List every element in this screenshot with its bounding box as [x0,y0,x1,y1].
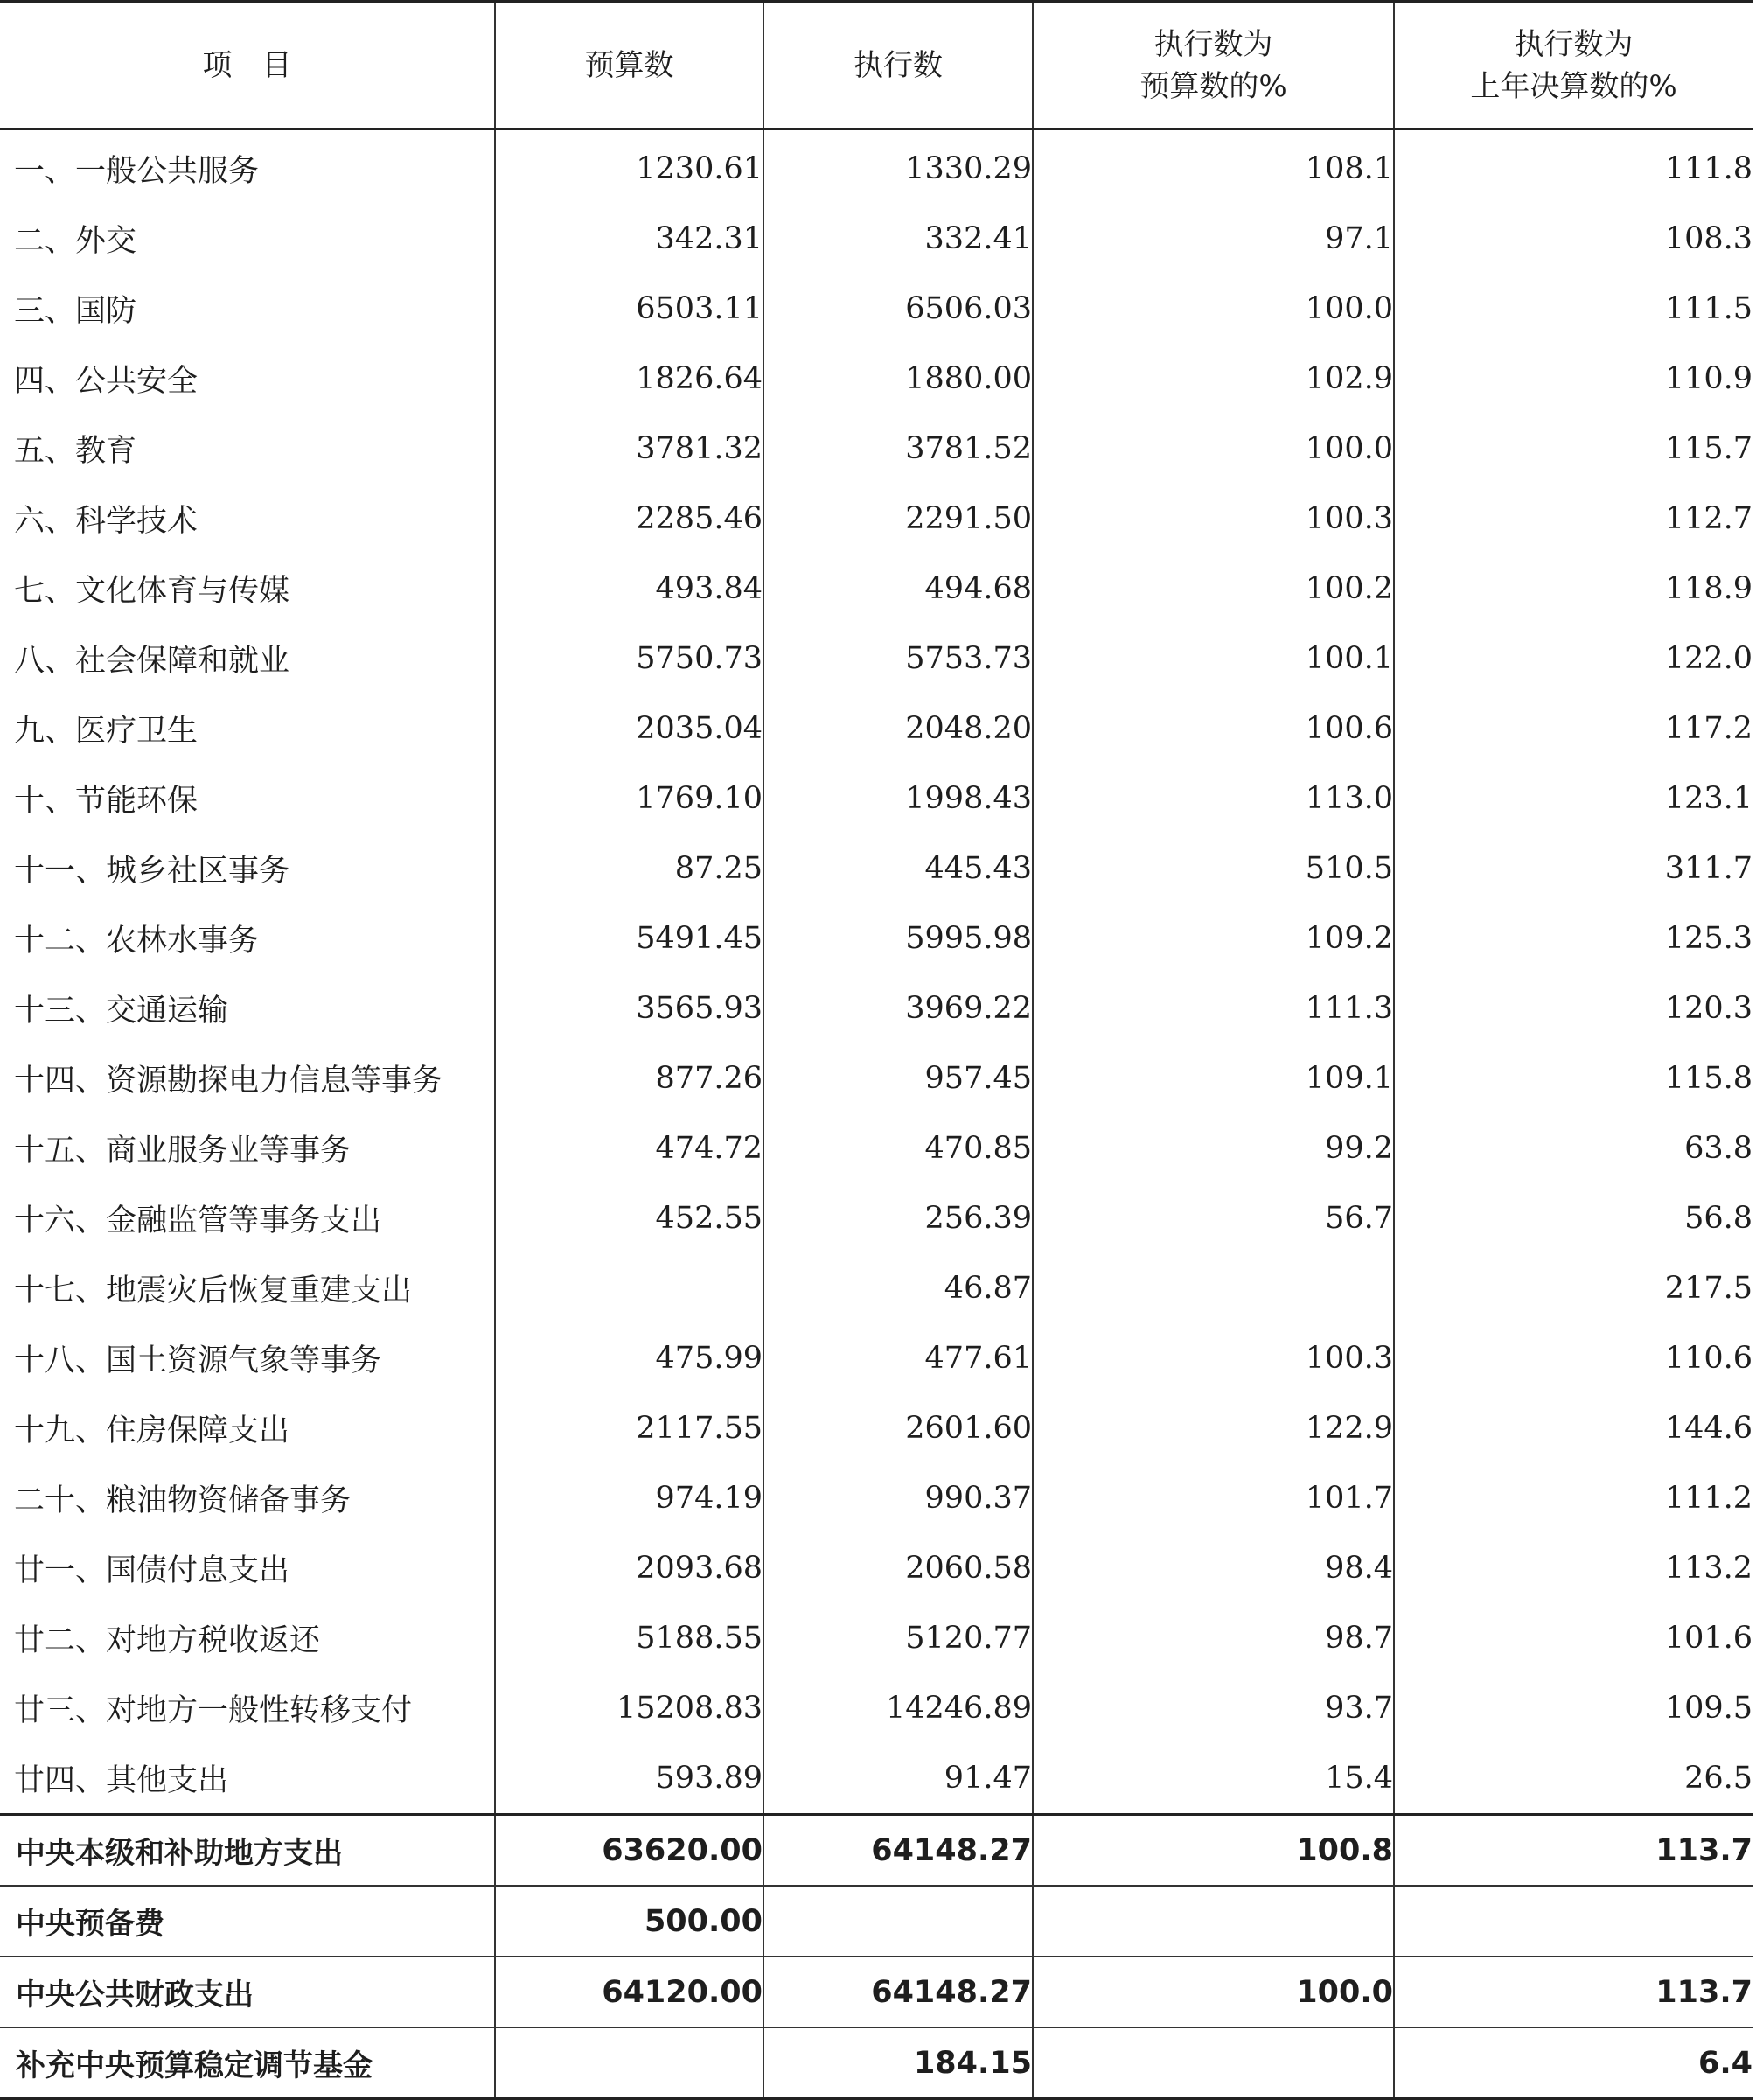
cell-budget [495,1253,763,1323]
cell-budget: 64120.00 [495,1957,763,2027]
cell-pct-budget: 56.7 [1033,1183,1394,1253]
cell-pct-budget: 113.0 [1033,764,1394,834]
summary-row [0,2027,1753,2099]
cell-pct-budget: 109.2 [1033,903,1394,973]
cell-pct-budget: 98.4 [1033,1533,1394,1603]
cell-item: 二十、粮油物资储备事务 [14,1483,352,1518]
cell-pct-budget: 100.0 [1033,274,1394,344]
cell-actual: 990.37 [763,1463,1033,1533]
cell-actual: 64148.27 [763,1815,1033,1887]
table-row [0,204,1753,274]
cell-pct-budget: 100.1 [1033,624,1394,694]
cell-budget: 87.25 [495,834,763,903]
cell-item: 十五、商业服务业等事务 [14,1134,352,1169]
cell-item: 廿三、对地方一般性转移支付 [14,1693,413,1728]
cell-pct-budget: 101.7 [1033,1463,1394,1533]
cell-item: 一、一般公共服务 [14,154,260,189]
cell-pct-budget: 15.4 [1033,1743,1394,1815]
header-pct-lastyear-line2: 上年决算数的% [1470,68,1677,104]
cell-pct-budget: 100.0 [1033,1957,1394,2027]
table-row [0,1463,1753,1533]
cell-budget: 475.99 [495,1323,763,1393]
table-row [0,1673,1753,1743]
cell-pct-lastyear: 110.6 [1394,1323,1753,1393]
cell-pct-lastyear: 125.3 [1394,903,1753,973]
cell-actual: 332.41 [763,204,1033,274]
cell-pct-budget: 109.1 [1033,1043,1394,1113]
cell-pct-lastyear: 108.3 [1394,204,1753,274]
cell-actual: 3781.52 [763,414,1033,484]
header-pct-budget [1033,2,1394,129]
cell-budget: 15208.83 [495,1673,763,1743]
cell-actual: 477.61 [763,1323,1033,1393]
table-row [0,414,1753,484]
cell-budget: 2093.68 [495,1533,763,1603]
cell-actual: 470.85 [763,1113,1033,1183]
cell-pct-lastyear: 112.7 [1394,484,1753,554]
cell-actual: 91.47 [763,1743,1033,1815]
cell-budget: 877.26 [495,1043,763,1113]
cell-item: 三、国防 [14,294,137,329]
summary-row [0,1886,1753,1957]
cell-budget [495,2027,763,2099]
cell-pct-lastyear: 63.8 [1394,1113,1753,1183]
cell-item: 十二、农林水事务 [14,924,260,959]
table-body [0,129,1753,2099]
cell-pct-lastyear: 113.7 [1394,1815,1753,1887]
table-row [0,1603,1753,1673]
cell-item: 八、社会保障和就业 [14,644,290,679]
cell-item: 中央公共财政支出 [0,1957,495,2027]
cell-budget: 593.89 [495,1743,763,1815]
summary-row [0,1957,1753,2027]
cell-budget: 5188.55 [495,1603,763,1673]
cell-item: 十一、城乡社区事务 [14,854,290,889]
cell-budget: 3565.93 [495,973,763,1043]
cell-budget: 2035.04 [495,694,763,764]
cell-budget: 2285.46 [495,484,763,554]
table-row [0,1183,1753,1253]
cell-item: 十六、金融监管等事务支出 [14,1203,382,1238]
table-row [0,834,1753,903]
cell-pct-lastyear [1394,1886,1753,1957]
cell-pct-budget: 510.5 [1033,834,1394,903]
table-row [0,903,1753,973]
cell-pct-lastyear: 118.9 [1394,554,1753,624]
cell-pct-budget: 100.2 [1033,554,1394,624]
cell-actual: 14246.89 [763,1673,1033,1743]
cell-actual: 256.39 [763,1183,1033,1253]
table-header-row [0,2,1753,129]
cell-pct-budget: 102.9 [1033,344,1394,414]
cell-item: 十九、住房保障支出 [14,1413,290,1448]
cell-budget: 5491.45 [495,903,763,973]
cell-actual: 957.45 [763,1043,1033,1113]
cell-pct-lastyear: 111.2 [1394,1463,1753,1533]
cell-actual: 1998.43 [763,764,1033,834]
cell-item: 四、公共安全 [14,364,199,399]
cell-item: 五、教育 [14,434,137,469]
table-row [0,1393,1753,1463]
cell-pct-budget [1033,1886,1394,1957]
cell-pct-budget: 98.7 [1033,1603,1394,1673]
cell-actual: 5753.73 [763,624,1033,694]
cell-budget: 2117.55 [495,1393,763,1463]
cell-item: 九、医疗卫生 [14,714,199,749]
cell-actual: 6506.03 [763,274,1033,344]
cell-actual: 494.68 [763,554,1033,624]
table-row [0,1323,1753,1393]
cell-pct-lastyear: 120.3 [1394,973,1753,1043]
summary-row [0,1815,1753,1887]
cell-pct-lastyear: 56.8 [1394,1183,1753,1253]
cell-pct-budget: 100.3 [1033,1323,1394,1393]
cell-actual: 2291.50 [763,484,1033,554]
cell-budget: 500.00 [495,1886,763,1957]
header-pct-budget-line1: 执行数为 [1153,26,1273,62]
cell-pct-budget: 111.3 [1033,973,1394,1043]
cell-actual [763,1886,1033,1957]
cell-pct-budget: 100.6 [1033,694,1394,764]
cell-pct-budget: 97.1 [1033,204,1394,274]
cell-pct-lastyear: 6.4 [1394,2027,1753,2099]
table-row [0,694,1753,764]
cell-actual: 184.15 [763,2027,1033,2099]
cell-actual: 2601.60 [763,1393,1033,1463]
cell-actual: 5120.77 [763,1603,1033,1673]
table-row [0,1113,1753,1183]
cell-item: 补充中央预算稳定调节基金 [0,2027,495,2099]
cell-budget: 5750.73 [495,624,763,694]
cell-actual: 64148.27 [763,1957,1033,2027]
cell-actual: 2048.20 [763,694,1033,764]
cell-item: 十七、地震灾后恢复重建支出 [14,1273,413,1308]
table-row [0,1043,1753,1113]
cell-budget: 1230.61 [495,129,763,205]
table-row [0,274,1753,344]
cell-pct-budget: 100.0 [1033,414,1394,484]
header-pct-budget-line2: 预算数的% [1139,68,1287,104]
cell-budget: 342.31 [495,204,763,274]
table-row [0,554,1753,624]
cell-pct-lastyear: 113.2 [1394,1533,1753,1603]
cell-pct-budget: 99.2 [1033,1113,1394,1183]
cell-budget: 493.84 [495,554,763,624]
cell-actual: 2060.58 [763,1533,1033,1603]
cell-item: 十三、交通运输 [14,994,229,1029]
table-row [0,344,1753,414]
cell-pct-lastyear: 111.5 [1394,274,1753,344]
cell-actual: 1330.29 [763,129,1033,205]
cell-actual: 46.87 [763,1253,1033,1323]
cell-pct-budget: 108.1 [1033,129,1394,205]
cell-pct-lastyear: 111.8 [1394,129,1753,205]
header-pct-lastyear [1394,2,1753,129]
table-row [0,129,1753,205]
cell-actual: 5995.98 [763,903,1033,973]
cell-item: 六、科学技术 [14,504,199,539]
cell-item: 廿二、对地方税收返还 [14,1623,321,1658]
cell-pct-lastyear: 311.7 [1394,834,1753,903]
cell-item: 十四、资源勘探电力信息等事务 [14,1064,443,1099]
cell-pct-lastyear: 109.5 [1394,1673,1753,1743]
cell-item: 二、外交 [14,224,137,259]
cell-item: 七、文化体育与传媒 [14,574,290,609]
cell-budget: 1826.64 [495,344,763,414]
cell-pct-lastyear: 123.1 [1394,764,1753,834]
header-actual: 执行数 [763,2,1033,129]
cell-pct-lastyear: 217.5 [1394,1253,1753,1323]
cell-budget: 63620.00 [495,1815,763,1887]
cell-pct-budget: 100.3 [1033,484,1394,554]
cell-budget: 974.19 [495,1463,763,1533]
cell-budget: 1769.10 [495,764,763,834]
table-row [0,1743,1753,1815]
header-budget: 预算数 [495,2,763,129]
cell-item: 廿一、国债付息支出 [14,1553,290,1588]
cell-pct-lastyear: 122.0 [1394,624,1753,694]
cell-pct-lastyear: 115.7 [1394,414,1753,484]
table-row [0,1253,1753,1323]
cell-budget: 6503.11 [495,274,763,344]
table-row [0,484,1753,554]
cell-pct-budget: 122.9 [1033,1393,1394,1463]
cell-budget: 3781.32 [495,414,763,484]
header-item: 项 目 [0,2,495,129]
cell-pct-lastyear: 110.9 [1394,344,1753,414]
cell-pct-lastyear: 101.6 [1394,1603,1753,1673]
header-pct-lastyear-line1: 执行数为 [1514,26,1634,62]
cell-item: 中央本级和补助地方支出 [0,1815,495,1887]
cell-item: 中央预备费 [0,1886,495,1957]
cell-budget: 474.72 [495,1113,763,1183]
cell-pct-lastyear: 117.2 [1394,694,1753,764]
table-row [0,764,1753,834]
cell-budget: 452.55 [495,1183,763,1253]
cell-pct-budget [1033,1253,1394,1323]
cell-item: 十八、国土资源气象等事务 [14,1343,382,1378]
table-row [0,624,1753,694]
cell-actual: 445.43 [763,834,1033,903]
table-row [0,1533,1753,1603]
table-row [0,973,1753,1043]
cell-actual: 1880.00 [763,344,1033,414]
cell-pct-lastyear: 26.5 [1394,1743,1753,1815]
cell-pct-budget: 100.8 [1033,1815,1394,1887]
cell-actual: 3969.22 [763,973,1033,1043]
cell-pct-lastyear: 144.6 [1394,1393,1753,1463]
cell-pct-budget: 93.7 [1033,1673,1394,1743]
cell-pct-lastyear: 115.8 [1394,1043,1753,1113]
cell-item: 廿四、其他支出 [14,1763,229,1798]
cell-pct-lastyear: 113.7 [1394,1957,1753,2027]
cell-item: 十、节能环保 [14,784,199,819]
cell-pct-budget [1033,2027,1394,2099]
